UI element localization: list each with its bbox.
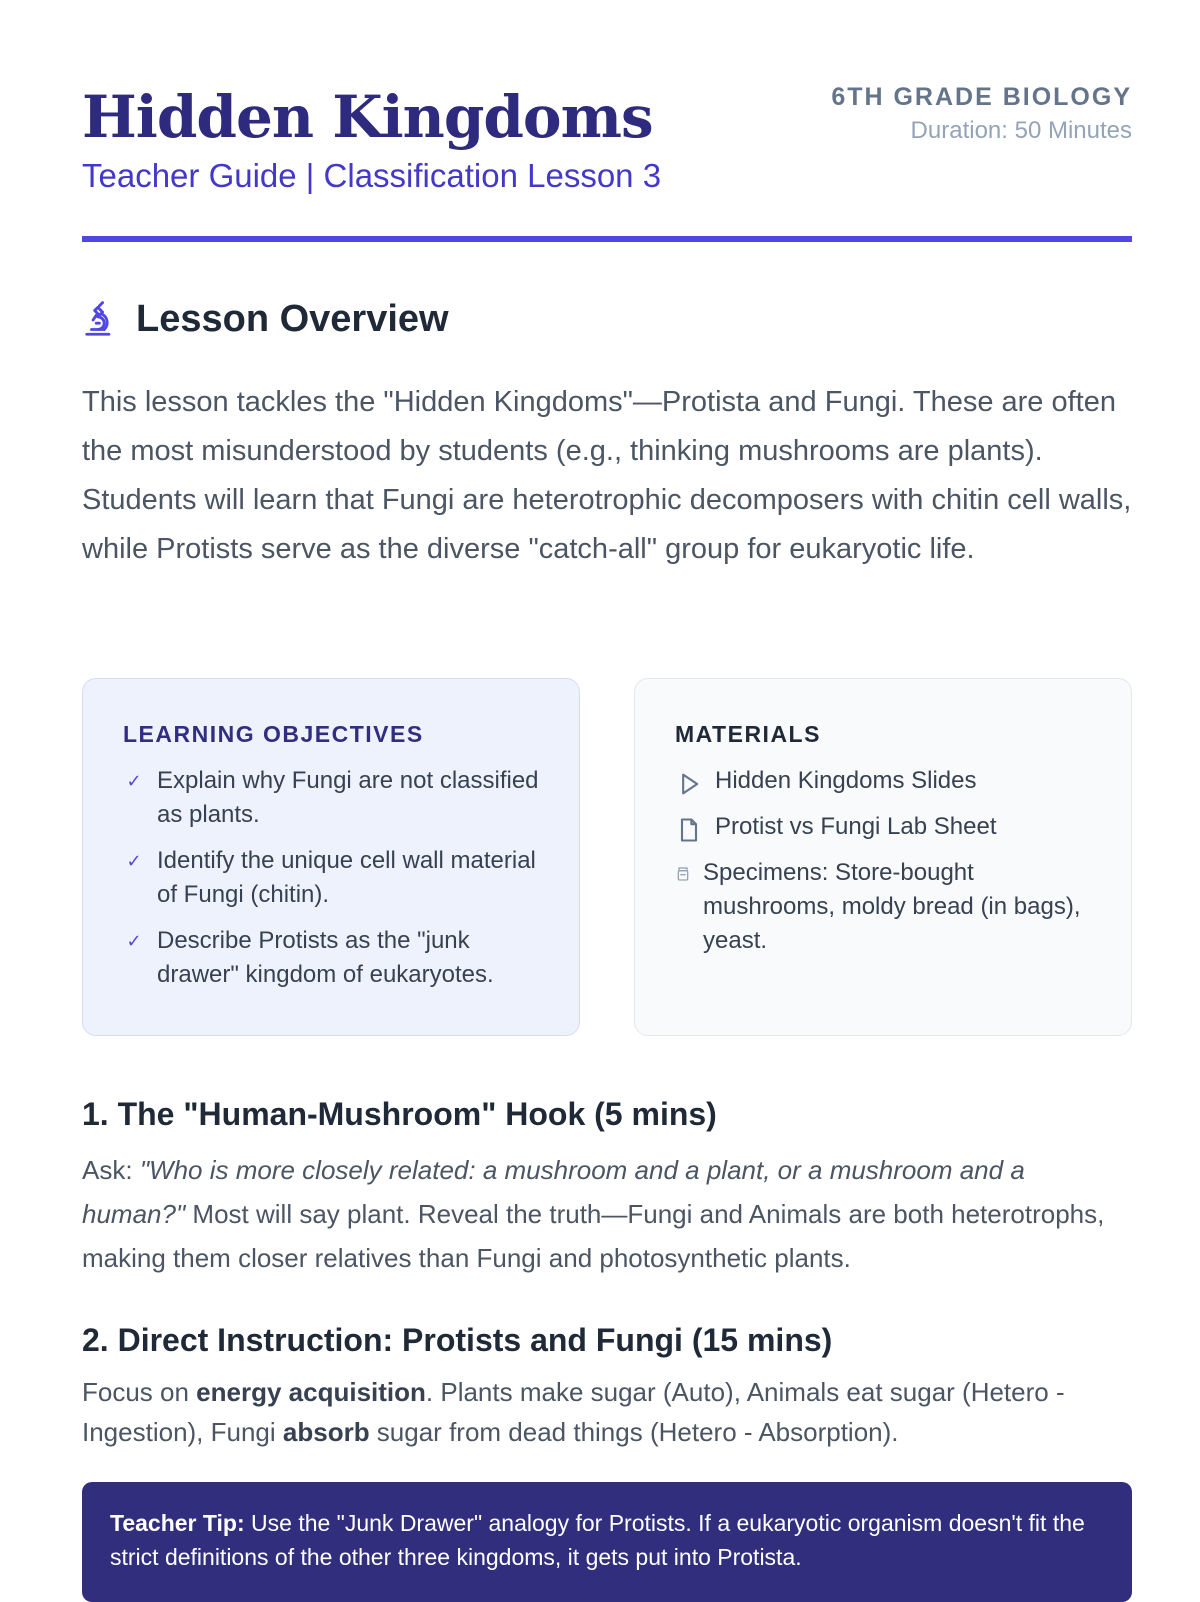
step2-title: 2. Direct Instruction: Protists and Fungi (15 mins) bbox=[82, 1322, 833, 1358]
learning-objectives-card bbox=[82, 678, 580, 1036]
step1-title: 1. The "Human-Mushroom" Hook (5 mins) bbox=[82, 1096, 717, 1132]
emphasis-absorb: absorb bbox=[282, 1417, 370, 1447]
materials-heading: MATERIALS bbox=[675, 721, 821, 747]
microscope-icon bbox=[82, 301, 120, 339]
overview-heading bbox=[82, 298, 449, 341]
teacher-tip-label: Teacher Tip: bbox=[110, 1510, 245, 1536]
step1-text bbox=[82, 1148, 1132, 1280]
check-icon: ✓ bbox=[126, 931, 142, 951]
overview-title: Lesson Overview bbox=[136, 298, 449, 340]
page-title: Hidden Kingdoms bbox=[82, 83, 653, 151]
check-icon: ✓ bbox=[126, 771, 142, 791]
hook-question: "Who is more closely related: a mushroom and a plant, or a mushroom and a human?" bbox=[82, 1155, 1025, 1229]
specimen-jar-icon bbox=[675, 866, 691, 882]
material-item bbox=[675, 856, 1093, 958]
play-icon bbox=[675, 770, 703, 798]
grade-label: 6TH GRADE BIOLOGY bbox=[831, 83, 1132, 111]
objectives-list bbox=[123, 764, 541, 992]
step2-text: Focus on energy acquisition. Plants make sugar (Auto), Animals eat sugar (Hetero - Ingestion), Fungi absorb sugar from dead things (Hetero - Absorption). bbox=[82, 1377, 1065, 1447]
objective-text: Identify the unique cell wall material of Fungi (chitin). bbox=[157, 847, 536, 908]
teacher-tip-box bbox=[82, 1482, 1132, 1602]
material-item bbox=[675, 810, 1093, 844]
header-divider bbox=[82, 236, 1132, 242]
objective-item bbox=[123, 924, 541, 992]
objective-item bbox=[123, 844, 541, 912]
materials-card bbox=[634, 678, 1132, 1036]
objectives-heading: LEARNING OBJECTIVES bbox=[123, 721, 424, 747]
ask-label: Ask: bbox=[82, 1155, 133, 1185]
page-header bbox=[82, 82, 1132, 196]
material-item bbox=[675, 764, 1093, 798]
lesson-meta bbox=[831, 82, 1132, 146]
check-icon: ✓ bbox=[126, 851, 142, 871]
teacher-tip-text: Use the "Junk Drawer" analogy for Protists. If a eukaryotic organism doesn't fit the strict definitions of the other three kingdoms, it gets put into Protista. bbox=[110, 1510, 1085, 1570]
emphasis-energy: energy acquisition bbox=[196, 1377, 426, 1407]
materials-list bbox=[675, 764, 1093, 958]
overview-text: This lesson tackles the "Hidden Kingdoms"—Protista and Fungi. These are often the most misunderstood by students (e.g., thinking mushrooms are plants). Students will learn that Fungi are heterotrophic decomposers with chitin cell walls, while Protists serve as the diverse "catch-all" group for eukaryotic life. bbox=[82, 386, 1132, 565]
objective-item bbox=[123, 764, 541, 832]
objective-text: Explain why Fungi are not classified as plants. bbox=[157, 767, 539, 828]
document-icon bbox=[675, 816, 703, 844]
hook-explanation: Most will say plant. Reveal the truth—Fungi and Animals are both heterotrophs, making them closer relatives than Fungi and photosynthetic plants. bbox=[82, 1199, 1105, 1273]
material-text: Protist vs Fungi Lab Sheet bbox=[715, 813, 997, 840]
objective-text: Describe Protists as the "junk drawer" kingdom of eukaryotes. bbox=[157, 927, 494, 988]
duration-label: Duration: 50 Minutes bbox=[910, 117, 1132, 144]
material-text: Hidden Kingdoms Slides bbox=[715, 767, 977, 794]
material-text: Specimens: Store-bought mushrooms, moldy bread (in bags), yeast. bbox=[703, 859, 1081, 954]
page-subtitle: Teacher Guide | Classification Lesson 3 bbox=[82, 157, 662, 194]
